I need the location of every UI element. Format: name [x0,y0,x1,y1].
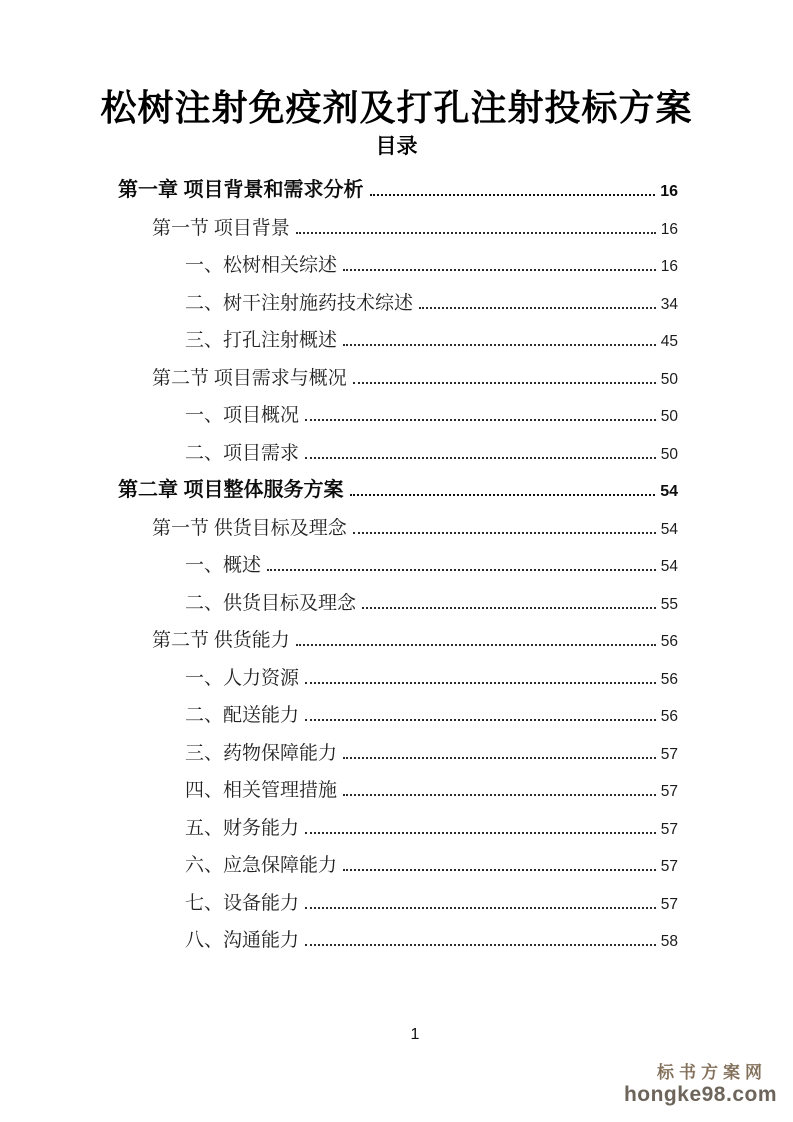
toc-entry-label: 第二节 供货能力 [152,630,290,651]
toc-entry[interactable] [118,360,678,398]
dot-leader [370,193,656,196]
toc-entry-label: 第一节 项目背景 [152,217,290,239]
toc-entry[interactable] [118,622,678,660]
dot-leader [296,643,656,646]
footer-page-number: 1 [410,1026,420,1043]
dot-leader [305,906,656,909]
toc-entry[interactable] [118,585,678,623]
toc-entry[interactable] [118,547,678,585]
toc-entry-page-number: 45 [660,333,678,350]
toc-entry-page-number: 58 [660,933,678,950]
toc-entry[interactable] [118,885,678,923]
toc-entry-label: 第一章 项目背景和需求分析 [118,179,364,201]
toc-entry-label: 第一节 供货目标及理念 [152,517,347,539]
dot-leader [343,868,656,871]
toc-entry-label: 二、树干注射施药技术综述 [185,292,414,314]
toc-entry-page-number: 16 [660,258,678,275]
dot-leader [350,493,656,496]
toc-entry-page-number: 50 [660,370,678,388]
dot-leader [362,606,656,609]
table-of-contents [118,172,678,960]
toc-entry-page-number: 16 [660,220,678,238]
dot-leader [305,718,656,721]
toc-entry-label: 四、相关管理措施 [185,780,338,801]
toc-entry-page-number: 56 [660,633,678,650]
toc-entry-page-number: 54 [660,558,678,575]
toc-entry-label: 一、概述 [185,555,262,576]
toc-entry[interactable] [118,247,678,285]
toc-entry[interactable] [118,285,678,323]
toc-entry-label: 五、财务能力 [185,817,300,839]
toc-entry-page-number: 16 [660,183,678,200]
dot-leader [305,456,656,459]
toc-entry[interactable] [118,660,678,698]
dot-leader [305,418,656,421]
dot-leader [343,793,656,796]
toc-entry[interactable] [118,435,678,473]
toc-entry-label: 三、打孔注射概述 [185,330,338,351]
toc-entry[interactable] [118,210,678,248]
toc-entry[interactable] [118,772,678,810]
toc-entry-label: 一、项目概况 [185,405,300,426]
dot-leader [343,756,656,759]
toc-entry-label: 六、应急保障能力 [185,855,338,876]
toc-entry[interactable] [118,172,678,210]
dot-leader [343,268,656,271]
toc-entry-page-number: 57 [660,745,678,763]
toc-entry-label: 二、项目需求 [185,442,300,464]
toc-entry-label: 第二节 项目需求与概况 [152,367,347,389]
dot-leader [296,231,656,234]
toc-entry[interactable] [118,847,678,885]
toc-entry-label: 七、设备能力 [185,892,300,914]
toc-entry[interactable] [118,735,678,773]
toc-entry-label: 二、配送能力 [185,705,300,726]
toc-heading: 目录 [375,135,418,158]
dot-leader [305,831,656,834]
toc-entry-page-number: 54 [660,520,678,538]
toc-entry-page-number: 56 [660,708,678,725]
toc-entry-page-number: 54 [660,483,678,500]
toc-entry[interactable] [118,922,678,960]
toc-entry[interactable] [118,697,678,735]
dot-leader [305,943,656,946]
toc-entry-page-number: 34 [660,295,678,313]
toc-entry-label: 三、药物保障能力 [185,742,338,764]
toc-entry-label: 一、松树相关综述 [185,255,338,276]
toc-entry-page-number: 57 [660,895,678,913]
toc-entry-page-number: 55 [660,595,678,613]
toc-entry[interactable] [118,397,678,435]
toc-entry[interactable] [118,810,678,848]
toc-entry-page-number: 57 [660,858,678,875]
toc-entry-label: 第二章 项目整体服务方案 [118,479,344,501]
dot-leader [353,531,656,534]
watermark-site-url: hongke98.com [623,1082,777,1106]
toc-entry[interactable] [118,322,678,360]
toc-entry[interactable] [118,510,678,548]
toc-entry-page-number: 57 [660,783,678,800]
title-block [0,0,793,160]
toc-entry-label: 二、供货目标及理念 [185,592,357,614]
watermark-site-name: 标书方案网 [657,1063,767,1082]
watermark-logo [624,1063,777,1107]
toc-entry[interactable] [118,472,678,510]
toc-entry-label: 八、沟通能力 [185,930,300,951]
dot-leader [419,306,656,309]
dot-leader [267,568,656,571]
toc-entry-page-number: 50 [660,408,678,425]
toc-entry-page-number: 57 [660,820,678,838]
dot-leader [353,381,656,384]
dot-leader [305,681,656,684]
toc-entry-page-number: 56 [660,670,678,688]
document-title: 松树注射免疫剂及打孔注射投标方案 [100,88,693,128]
toc-entry-page-number: 50 [660,445,678,463]
dot-leader [343,343,656,346]
toc-entry-label: 一、人力资源 [185,667,300,689]
